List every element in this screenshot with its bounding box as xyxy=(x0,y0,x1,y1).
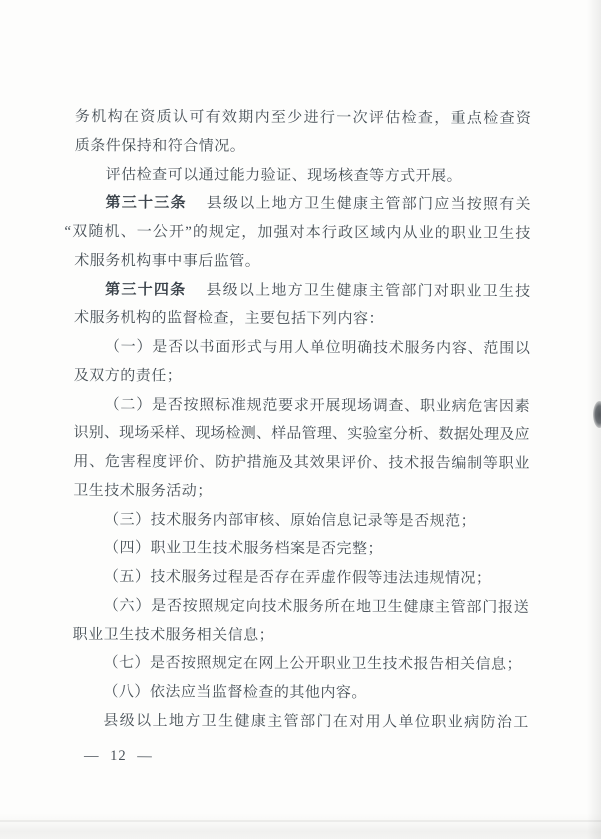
text-line: 县级以上地方卫生健康主管部门在对用人单位职业病防治工 xyxy=(103,712,529,731)
text-line: 识别、现场采样、现场检测、样品管理、实验室分析、数据处理及应 xyxy=(73,425,530,444)
text-line: （一）是否以书面形式与用人单位明确技术服务内容、范围以 xyxy=(104,339,530,357)
text-line: 卫生技术服务活动； xyxy=(73,482,213,500)
scan-binding-mark xyxy=(593,401,601,428)
text-line: （二）是否按照标准规范要求开展现场调查、职业病危害因素 xyxy=(104,396,530,415)
document-body xyxy=(64,103,531,737)
text-line: 务机构在资质认可有效期内至少进行一次评估检查，重点检查资 xyxy=(74,108,531,127)
text-line: 职业卫生技术服务相关信息； xyxy=(72,626,275,644)
page-number: — 12 — xyxy=(83,747,153,765)
text-line: （四）职业卫生技术服务档案是否完整； xyxy=(104,540,384,558)
text-line xyxy=(74,275,530,306)
article-number: 第三十四条 xyxy=(105,281,187,298)
article-number: 第三十三条 xyxy=(105,195,187,212)
text-line: （八）依法应当监督检查的其他内容。 xyxy=(103,684,367,702)
text-line: 术服务机构事中事后监管。 xyxy=(74,252,261,270)
text-line: 评估检查可以通过能力验证、现场核查等方式开展。 xyxy=(105,166,463,185)
text-line: （三）技术服务内部审核、原始信息记录等是否规范； xyxy=(104,511,477,530)
text-line: （七）是否按照规定在网上公开职业卫生技术报告相关信息； xyxy=(103,655,523,674)
text-line: 质条件保持和符合情况。 xyxy=(74,137,246,155)
article-text: 县级以上地方卫生健康主管部门对职业卫生技 xyxy=(206,282,531,300)
text-line xyxy=(74,189,530,220)
text-line: （五）技术服务过程是否存在弄虚作假等违法违规情况； xyxy=(103,569,492,587)
page-edge-shadow-bottom xyxy=(0,813,601,839)
text-line: 及双方的责任； xyxy=(73,367,183,385)
text-line: 用、危害程度评价、防护措施及其效果评价、技术报告编制等职业 xyxy=(73,453,530,472)
text-line: 术服务机构的监督检查，主要包括下列内容： xyxy=(74,310,385,328)
text-line: “双随机、一公开”的规定，加强对本行政区域内从业的职业卫生技 xyxy=(64,223,531,242)
text-line: （六）是否按照规定向技术服务所在地卫生健康主管部门报送 xyxy=(103,597,529,616)
article-text: 县级以上地方卫生健康主管部门应当按照有关 xyxy=(206,195,531,214)
